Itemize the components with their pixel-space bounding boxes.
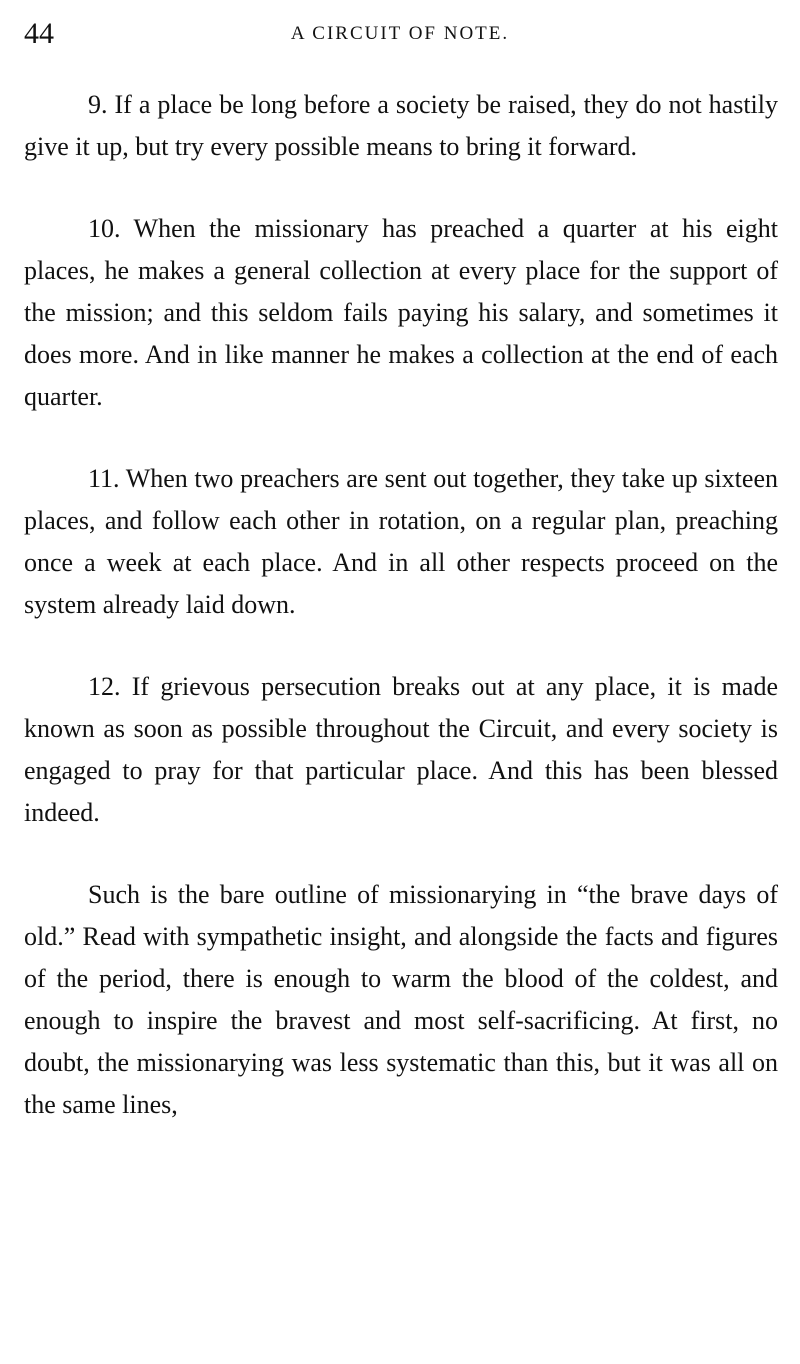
page-header xyxy=(24,14,776,54)
running-title: A CIRCUIT OF NOTE. xyxy=(290,23,510,44)
page-number: 44 xyxy=(24,17,54,50)
paragraph-12: 12. If grievous persecution breaks out at any place, it is made known as soon as possible throughout the Circuit, and every society is engaged to pray for that particular place. And this has been blessed indeed. xyxy=(24,672,778,827)
paragraph-summary: Such is the bare outline of missionarying in “the brave days of old.” Read with sympathetic insight, and alongside the facts and figures of the period, there is enough to warm the blood of the coldest, and enough to inspire the bravest and most self-sacrificing. At first, no doubt, the missionarying was less systematic than this, but it was all on the same lines, xyxy=(24,880,778,1119)
paragraph-11: 11. When two preachers are sent out together, they take up sixteen places, and follow each other in rotation, on a regular plan, preaching once a week at each place. And in all other respects proceed on the system already laid down. xyxy=(24,464,778,619)
body-text xyxy=(24,84,778,1126)
paragraph-9: 9. If a place be long before a society be raised, they do not hastily give it up, but try every possible means to bring it forward. xyxy=(24,90,778,161)
paragraph-10: 10. When the missionary has preached a quarter at his eight places, he makes a general collection at every place for the support of the mission; and this seldom fails paying his salary, and sometimes it does more. And in like manner he makes a collection at the end of each quarter. xyxy=(24,214,778,411)
